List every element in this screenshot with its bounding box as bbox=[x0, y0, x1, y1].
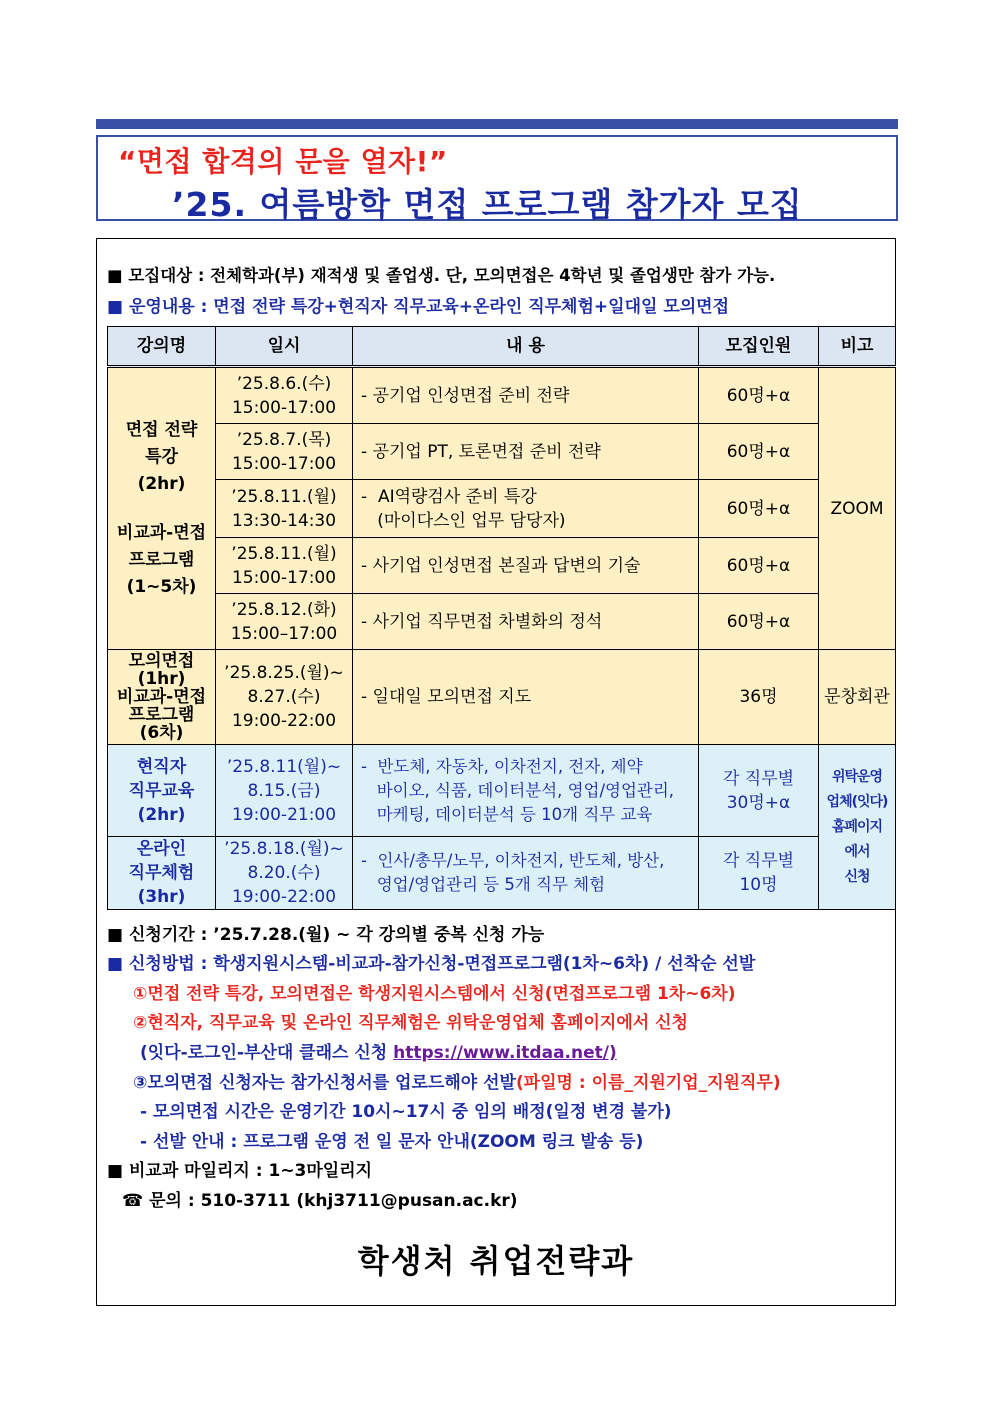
itdaa-link[interactable]: https://www.itdaa.net/) bbox=[393, 1043, 617, 1063]
count-cell: 60명+α bbox=[699, 538, 819, 594]
info-item1: ①면접 전략 특강, 모의면접은 학생지원시스템에서 신청(면접프로그램 1차~6차) bbox=[133, 984, 736, 1004]
date-cell: ’25.8.12.(화) 15:00–17:00 bbox=[216, 594, 353, 650]
date-cell: ’25.8.6.(수) 15:00-17:00 bbox=[216, 367, 353, 424]
table-row bbox=[108, 367, 896, 424]
content-cell: - 반도체, 자동차, 이차전지, 전자, 제약 바이오, 식품, 데이터분석, 영업/영업관리, 마케팅, 데이터분석 등 10개 직무 교육 bbox=[353, 745, 699, 837]
header-date: 일시 bbox=[216, 327, 353, 367]
title-top-bar bbox=[96, 119, 898, 129]
info-method: ■ 신청방법 : 학생지원시스템-비교과-참가신청-면접프로그램(1차~6차) / 선착순 선발 bbox=[107, 954, 756, 974]
content-cell: - 사기업 직무면접 차별화의 정석 bbox=[353, 594, 699, 650]
content-cell: - 사기업 인성면접 본질과 답변의 기술 bbox=[353, 538, 699, 594]
content-cell: - 일대일 모의면접 지도 bbox=[353, 650, 699, 745]
title-box bbox=[96, 135, 898, 224]
content-cell: - AI역량검사 준비 특강 (마이다스인 업무 담당자) bbox=[353, 480, 699, 538]
header-count: 모집인원 bbox=[699, 327, 819, 367]
intro-target: ■ 모집대상 : 전체학과(부) 재적생 및 졸업생. 단, 모의면접은 4학년 및 졸업생만 참가 가능. bbox=[107, 266, 776, 285]
schedule-table bbox=[107, 326, 896, 910]
count-cell: 60명+α bbox=[699, 367, 819, 424]
lecture-name-strategy: 면접 전략 특강 (2hr) 비교과-면접 프로그램 (1~5차) bbox=[108, 367, 216, 650]
info-item3-text: ③모의면접 신청자는 참가신청서를 업로드해야 선발 bbox=[133, 1073, 516, 1093]
note-venue: 문창회관 bbox=[819, 650, 896, 745]
date-cell: ’25.8.11(월)~ 8.15.(금) 19:00-21:00 bbox=[216, 745, 353, 837]
count-cell: 60명+α bbox=[699, 594, 819, 650]
table-row bbox=[108, 480, 896, 538]
table-row-mock bbox=[108, 650, 896, 745]
title-slogan: “면접 합격의 문을 열자!” bbox=[118, 145, 448, 178]
content-cell: - 인사/총무/노무, 이차전지, 반도체, 방산, 영업/영업관리 등 5개 직무 체험 bbox=[353, 837, 699, 910]
info-mileage: ■ 비교과 마일리지 : 1~3마일리지 bbox=[107, 1161, 373, 1181]
header-note: 비고 bbox=[819, 327, 896, 367]
info-item3 bbox=[133, 1068, 781, 1093]
content-cell: - 공기업 PT, 토론면접 준비 전략 bbox=[353, 424, 699, 480]
count-cell: 60명+α bbox=[699, 480, 819, 538]
info-item3-filename: (파일명 : 이름_지원기업_지원직무) bbox=[515, 1073, 781, 1093]
table-header-row bbox=[108, 327, 896, 367]
lecture-name-job: 현직자 직무교육 (2hr) bbox=[108, 745, 216, 837]
table-row bbox=[108, 424, 896, 480]
info-sub2: - 선발 안내 : 프로그램 운영 전 일 문자 안내(ZOOM 링크 발송 등) bbox=[140, 1132, 644, 1152]
lecture-name-mock: 모의면접 (1hr) 비교과-면접 프로그램 (6차) bbox=[108, 650, 216, 745]
table-row-online bbox=[108, 837, 896, 910]
count-cell: 각 직무별 10명 bbox=[699, 837, 819, 910]
content-cell: - 공기업 인성면접 준비 전략 bbox=[353, 367, 699, 424]
lecture-name-online: 온라인 직무체험 (3hr) bbox=[108, 837, 216, 910]
table-row-job bbox=[108, 745, 896, 837]
info-item2b-text: (잇다-로그인-부산대 클래스 신청 bbox=[140, 1043, 394, 1063]
info-sub1: - 모의면접 시간은 운영기간 10시~17시 중 임의 배정(일정 변경 불가) bbox=[140, 1102, 672, 1122]
info-contact: ☎ 문의 : 510-3711 (khj3711@pusan.ac.kr) bbox=[122, 1191, 518, 1211]
info-period: ■ 신청기간 : ’25.7.28.(월) ~ 각 강의별 중복 신청 가능 bbox=[107, 925, 545, 945]
date-cell: ’25.8.7.(목) 15:00-17:00 bbox=[216, 424, 353, 480]
note-zoom: ZOOM bbox=[819, 367, 896, 650]
footer-department: 학생처 취업전략과 bbox=[357, 1242, 635, 1280]
count-cell: 각 직무별 30명+α bbox=[699, 745, 819, 837]
table-row bbox=[108, 594, 896, 650]
header-lecture: 강의명 bbox=[108, 327, 216, 367]
date-cell: ’25.8.11.(월) 15:00-17:00 bbox=[216, 538, 353, 594]
table-row bbox=[108, 538, 896, 594]
title-main: ’25. 여름방학 면접 프로그램 참가자 모집 bbox=[172, 185, 803, 224]
date-cell: ’25.8.25.(월)~ 8.27.(수) 19:00-22:00 bbox=[216, 650, 353, 745]
date-cell: ’25.8.18.(월)~ 8.20.(수) 19:00-22:00 bbox=[216, 837, 353, 910]
count-cell: 60명+α bbox=[699, 424, 819, 480]
info-item2: ②현직자, 직무교육 및 온라인 직무체험은 위탁운영업체 홈페이지에서 신청 bbox=[133, 1013, 688, 1033]
count-cell: 36명 bbox=[699, 650, 819, 745]
header-content: 내 용 bbox=[353, 327, 699, 367]
info-item2b bbox=[140, 1038, 617, 1063]
date-cell: ’25.8.11.(월) 13:30-14:30 bbox=[216, 480, 353, 538]
note-consign: 위탁운영 업체(잇다) 홈페이지 에서 신청 bbox=[819, 745, 896, 910]
intro-content: ■ 운영내용 : 면접 전략 특강+현직자 직무교육+온라인 직무체험+일대일 모의면접 bbox=[107, 297, 730, 317]
